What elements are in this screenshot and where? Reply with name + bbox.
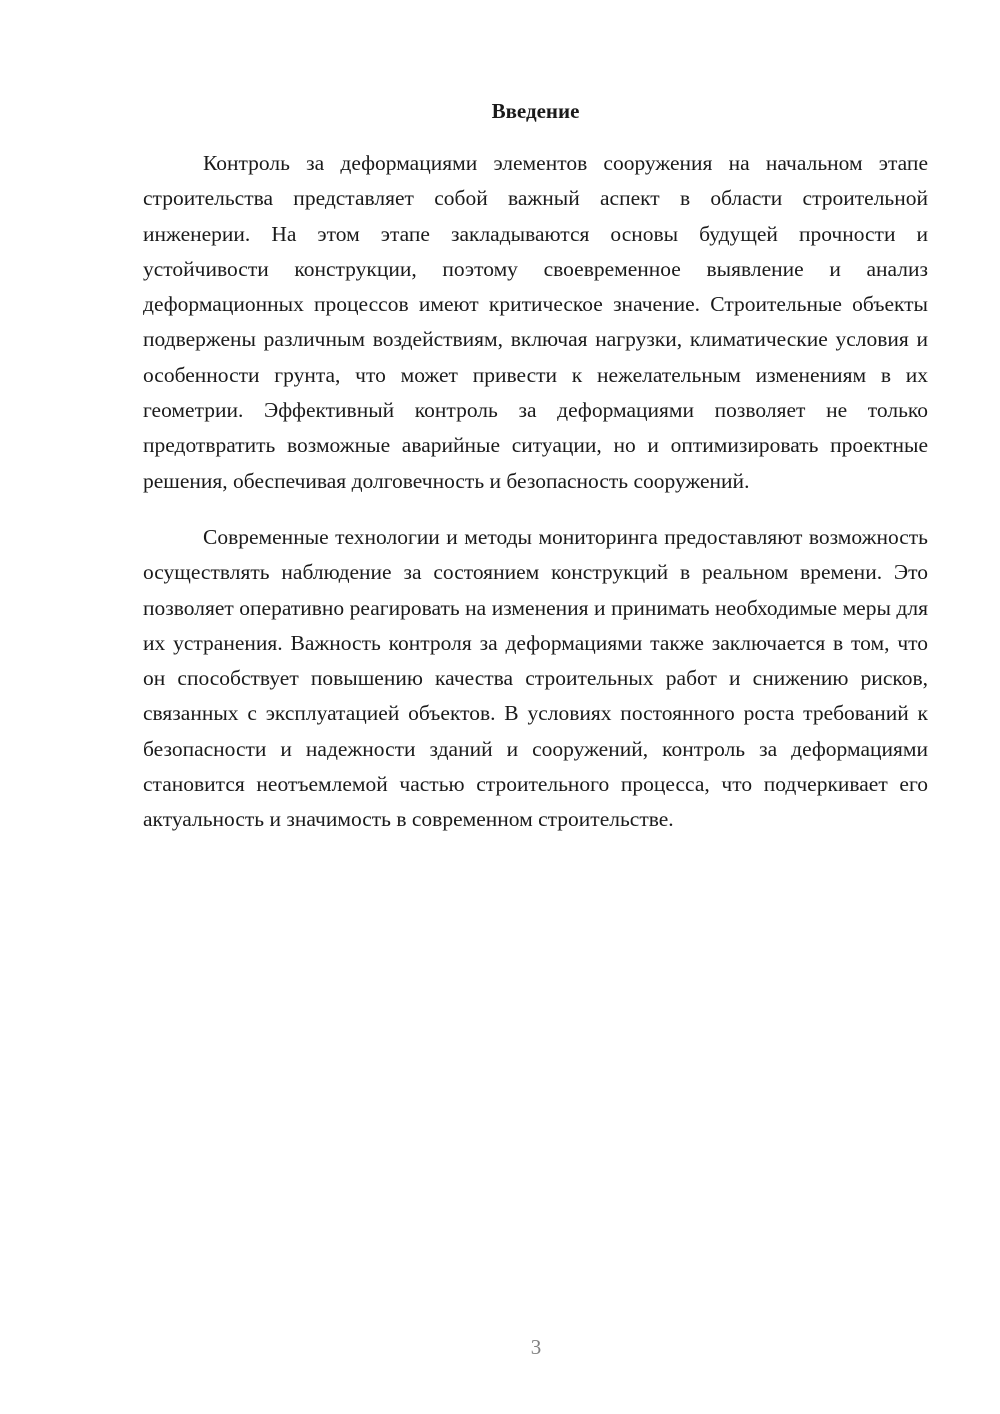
paragraph-2: Современные технологии и методы мониторинга предоставляют возможность осуществлять наблюдение за состоянием конструкций в реальном времени. Это позволяет оперативно реагировать на изменения и принимать необходимые меры для их устранения. Важность контроля за деформациями также заключается в том, что он способствует повышению качества строительных работ и снижению рисков, связанных с эксплуатацией объектов. В условиях постоянного роста требований к безопасности и надежности зданий и сооружений, контроль за деформациями становится неотъемлемой частью строительного процесса, что подчеркивает его актуальность и значимость в современном строительстве. <box>143 524 928 832</box>
section-heading: Введение <box>491 99 580 123</box>
page-number: 3 <box>530 1335 542 1359</box>
paragraph-1: Контроль за деформациями элементов сооружения на начальном этапе строительства представляет собой важный аспект в области строительной инженерии. На этом этапе закладываются основы будущей прочности и устойчивости конструкции, поэтому своевременное выявление и анализ деформационных процессов имеют критическое значение. Строительные объекты подвержены различным воздействиям, включая нагрузки, климатические условия и особенности грунта, что может привести к нежелательным изменениям в их геометрии. Эффективный контроль за деформациями позволяет не только предотвратить возможные аварийные ситуации, но и оптимизировать проектные решения, обеспечивая долговечность и безопасность сооружений. <box>143 151 928 493</box>
page-content <box>143 96 928 838</box>
